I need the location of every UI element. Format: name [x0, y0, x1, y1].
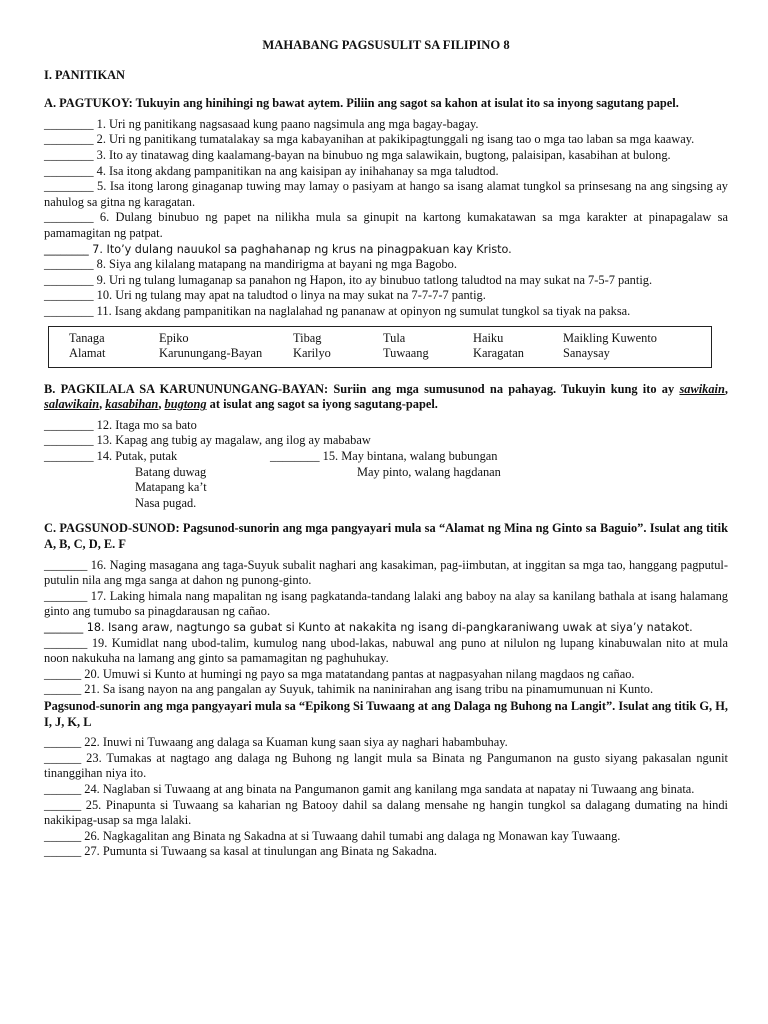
option-kasabihan: kasabihan	[105, 397, 159, 412]
option-bugtong: bugtong	[164, 397, 207, 412]
item-5: ________ 5. Isa itong larong ginaganap tuwing may lamay o pasiyam at hango sa isang alamat tungkol sa prinsesang na ang singsing ay nahulog sa gitna ng karagatan.	[44, 179, 728, 209]
item-13: ________ 13. Kapag ang tubig ay magalaw, ang ilog ay mababaw	[44, 433, 371, 448]
item-12: ________ 12. Itaga mo sa bato	[44, 417, 197, 432]
part-a-items	[44, 117, 728, 320]
item-15-label: ________ 15. May bintana, walang bubungan	[270, 449, 498, 464]
item-19: _______ 19. Kumidlat nang ubod-talim, kumulog nang ubod-lakas, nabuwal ang puno at nilulon ng lupang kinabuwalan nito at mula noon nakukuha na lamang ang ginto sa pamamagitan ng paghuhukay.	[44, 635, 728, 666]
option-salawikain: salawikain	[44, 397, 100, 412]
item-7: ________ 7. Ito’y dulang nauukol sa paghahanap ng krus na pinagpakuan kay Kristo.	[44, 242, 512, 256]
item-24: ______ 24. Naglaban si Tuwaang at ang binata na Pangumanon gamit ang kanilang mga sandata at napatay ni Tuwaang ang binata.	[44, 781, 695, 796]
item-16: _______ 16. Naging masagana ang taga-Suyuk subalit naghari ang kasakiman, pag-iimbutan, at inggitan sa mga tao, hanggang pagputul-putulin nila ang mga sanga at dahon ng punong-ginto.	[44, 557, 728, 588]
item-1: ________ 1. Uri ng panitikang nagsasaad kung paano nagsimula ang mga bagay-bagay.	[44, 116, 479, 131]
choice: Karilyo	[293, 346, 331, 361]
part-b-instruction-lead: B. PAGKILALA SA KARUNUNUNGANG-BAYAN: Suriin ang mga sumusunod na pahayag. Tukuyin kung ito ay	[44, 381, 675, 396]
item-3: ________ 3. Ito ay tinatawag ding kaalamang-bayan na binubuo ng mga salawikain, bugtong, palaisipan, kasabihan at bulong.	[44, 147, 671, 162]
choice: Epiko	[159, 330, 189, 345]
item-23: ______ 23. Tumakas at nagtago ang dalaga ng Buhong ng langit mula sa Binata ng Pangumanon na gusto siyang pakasalan ngunit tinanggihan niya ito.	[44, 750, 728, 781]
choice: Tula	[383, 330, 406, 345]
choice: Tibag	[293, 330, 322, 345]
item-2: ________ 2. Uri ng panitikang tumatalakay sa mga kabayanihan at pakikipagtunggali ng isang tao o mga tao laban sa mga kaaway.	[44, 132, 695, 147]
item-20: ______ 20. Umuwi si Kunto at humingi ng payo sa mga matatandang pantas at nagpasyahan nilang magdaos ng cañao.	[44, 666, 635, 681]
answer-choices-box	[48, 326, 712, 368]
item-10: ________ 10. Uri ng tulang may apat na taludtod o linya na may sukat na 7-7-7-7 pantig.	[44, 288, 486, 303]
item-8: ________ 8. Siya ang kilalang matapang na mandirigma at bayani ng mga Bagobo.	[44, 257, 457, 272]
choice: Karunungang-Bayan	[159, 346, 263, 361]
part-b-instruction: B. PAGKILALA SA KARUNUNUNGANG-BAYAN: Suriin ang mga sumusunod na pahayag. Tukuyin kung ito ay sawikain, salawikain, kasabihan, bugtong at isulat ang sagot sa iyong sagutang-papel.	[44, 381, 728, 412]
item-14-line: Batang duwag	[135, 464, 207, 479]
item-15-line: May pinto, walang hagdanan	[357, 464, 501, 479]
choice: Tuwaang	[383, 346, 429, 361]
item-6: ________ 6. Dulang binubuo ng papet na nilikha mula sa ginupit na kartong kumakatawan sa mga karakter at pinapagalaw sa pamamagitan ng patpat.	[44, 210, 728, 240]
item-26: ______ 26. Nagkagalitan ang Binata ng Sakadna at si Tuwaang dahil tumabi ang dalaga ng Monawan kay Tuwaang.	[44, 828, 621, 843]
part-a-instruction: A. PAGTUKOY: Tukuyin ang hinihingi ng bawat aytem. Piliin ang sagot sa kahon at isulat ito sa inyong sagutang papel.	[44, 96, 679, 111]
item-22: ______ 22. Inuwi ni Tuwaang ang dalaga sa Kuaman kung saan siya ay naghari habambuhay.	[44, 735, 508, 750]
choice: Karagatan	[473, 346, 524, 361]
item-14-line: Matapang ka’t	[135, 480, 207, 495]
choices-row-1	[69, 331, 711, 347]
riddle-items-row	[44, 449, 728, 511]
item-11: ________ 11. Isang akdang pampanitikan na naglalahad ng pananaw at opinyon ng sumulat tungkol sa tiyak na paksa.	[44, 303, 631, 318]
choice: Tanaga	[69, 330, 105, 345]
item-15	[270, 449, 570, 511]
page-title: MAHABANG PAGSUSULIT SA FILIPINO 8	[262, 38, 510, 52]
item-14	[44, 449, 270, 511]
choices-row-2	[69, 346, 711, 362]
choice: Maikling Kuwento	[563, 330, 657, 345]
option-sawikain: sawikain	[679, 381, 725, 396]
item-21: ______ 21. Sa isang nayon na ang pangalan ay Suyuk, tahimik na naninirahan ang isang tribu na pinamumunuan ni Kunto.	[44, 682, 654, 697]
part-b-instruction-tail: at isulat ang sagot sa iyong sagutang-papel.	[209, 397, 438, 412]
choice: Sanaysay	[563, 346, 610, 361]
section-heading: I. PANITIKAN	[44, 67, 126, 82]
item-25: ______ 25. Pinapunta si Tuwaang sa kaharian ng Batooy dahil sa dalang mensahe ng hangin tungkol sa dalagang dumating na hindi nakikipag-usap sa mga lalaki.	[44, 797, 728, 828]
item-18: _______ 18. Isang araw, nagtungo sa gubat si Kunto at nakakita ng isang di-pangkaraniwang uwak at siya’y natakot.	[44, 621, 693, 634]
choice: Alamat	[69, 346, 106, 361]
choice: Haiku	[473, 330, 504, 345]
item-14-line: Nasa pugad.	[135, 495, 197, 510]
item-14-label: ________ 14. Putak, putak	[44, 449, 178, 464]
item-27: ______ 27. Pumunta si Tuwaang sa kasal at tinulungan ang Binata ng Sakadna.	[44, 844, 438, 859]
part-c-instruction: C. PAGSUNOD-SUNOD: Pagsunod-sunorin ang mga pangyayari mula sa “Alamat ng Mina ng Ginto sa Baguio”. Isulat ang titik A, B, C, D, E. F	[44, 521, 728, 552]
part-c-instruction-2: Pagsunod-sunorin ang mga pangyayari mula sa “Epikong Si Tuwaang at ang Dalaga ng Buhong na Langit”. Isulat ang titik G, H, I, J, K, L	[44, 698, 728, 729]
item-17: _______ 17. Laking himala nang mapalitan ng isang pagkatanda-tandang lalaki ang baboy na alay sa kanilang bathala at isang halamang ginto ang tumubo sa pinagdarausan ng cañao.	[44, 588, 728, 619]
item-9: ________ 9. Uri ng tulang lumaganap sa panahon ng Hapon, ito ay binubuo tatlong taludtod na may sukat na 7-5-7 pantig.	[44, 272, 653, 287]
spacer	[44, 511, 728, 521]
item-4: ________ 4. Isa itong akdang pampanitikan na ang kaisipan ay inihahanay sa mga taludtod.	[44, 163, 499, 178]
